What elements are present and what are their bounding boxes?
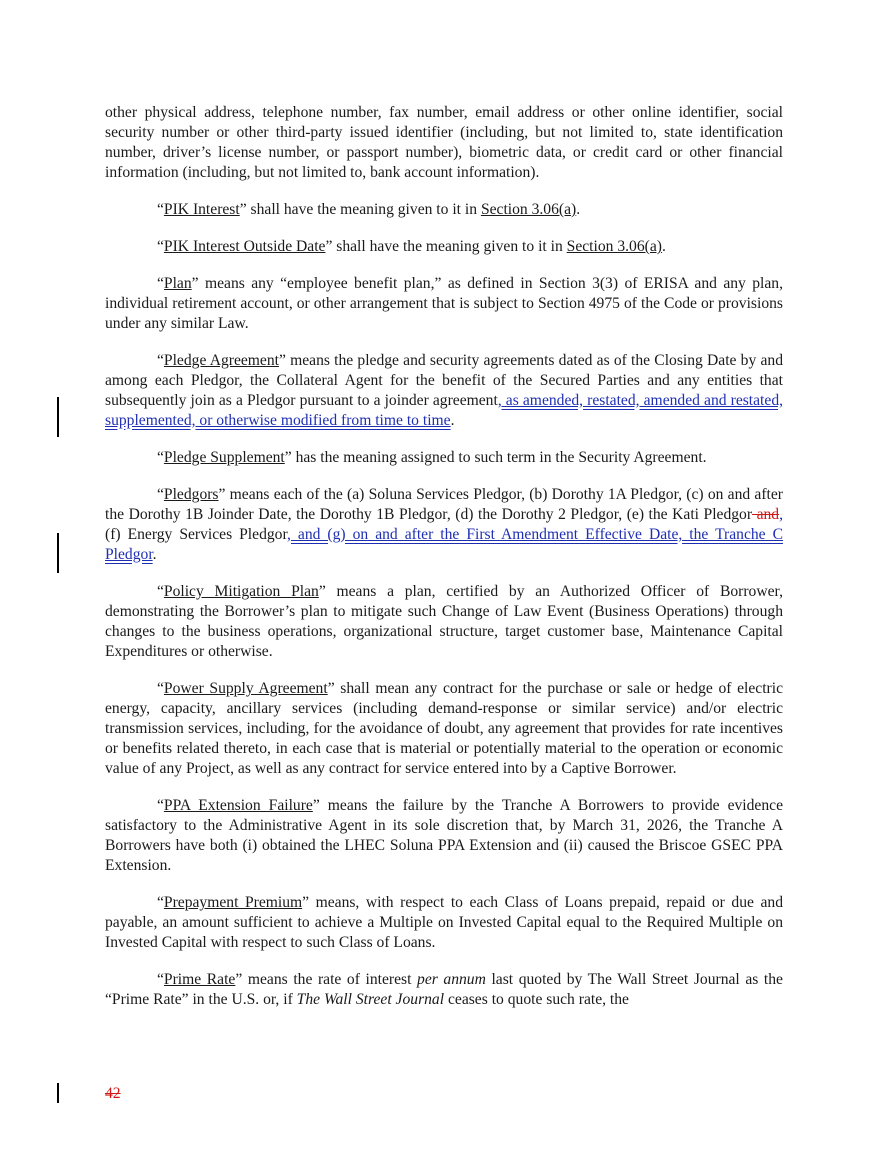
- defined-term: Pledge Supplement: [163, 449, 285, 466]
- page-number: 42: [105, 1085, 121, 1102]
- defined-term: Pledge Agreement: [163, 352, 279, 369]
- defined-term: Prime Rate: [163, 971, 236, 988]
- definition-prepayment-premium: “Prepayment Premium” means, with respect to each Class of Loans prepaid, repaid or due and payable, an amount sufficient to achieve a Multiple on Invested Capital equal to the Required Multiple on Invested Capital with respect to such Class of Loans.: [105, 894, 783, 951]
- defined-term: Power Supply Agreement: [163, 680, 328, 697]
- document-page: [105, 103, 783, 1027]
- defined-term: PIK Interest Outside Date: [163, 238, 326, 255]
- definition-power-supply-agreement: “Power Supply Agreement” shall mean any contract for the purchase or sale or hedge of electric energy, capacity, ancillary services (including demand-response or similar service) and/or electric transmission services, including, for the avoidance of doubt, any agreement that provides for rate incentives or benefits related thereto, in each case that is material or potentially material to the operation or economic value of any Project, as well as any contract for service entered into by a Captive Borrower.: [105, 680, 783, 777]
- defined-term: PIK Interest: [163, 201, 240, 218]
- defined-term: Pledgors: [163, 486, 219, 503]
- defined-term: PPA Extension Failure: [163, 797, 313, 814]
- section-reference: Section 3.06(a): [480, 201, 577, 218]
- definition-prime-rate: “Prime Rate” means the rate of interest per annum last quoted by The Wall Street Journal as the “Prime Rate” in the U.S. or, if The Wall Street Journal ceases to quote such rate, the: [105, 971, 783, 1008]
- change-bar: [57, 533, 59, 573]
- defined-term: Prepayment Premium: [163, 894, 303, 911]
- definition-policy-mitigation-plan: “Policy Mitigation Plan” means a plan, certified by an Authorized Officer of Borrower, demonstrating the Borrower’s plan to mitigate such Change of Law Event (Business Operations) through changes to the business operations, organizational structure, target customer base, Maintenance Capital Expenditures or otherwise.: [105, 583, 783, 660]
- italic-text: per annum: [417, 971, 486, 988]
- definition-pik-interest: “PIK Interest” shall have the meaning given to it in Section 3.06(a).: [157, 201, 581, 218]
- defined-term: Policy Mitigation Plan: [163, 583, 319, 600]
- inserted-text: , as amended, restated, amended and restated, supplemented, or otherwise modified from time to time: [105, 392, 784, 429]
- inserted-text: , and (g) on and after the First Amendment Effective Date, the Tranche C Pledgor: [105, 526, 783, 563]
- change-bar: [57, 1083, 59, 1103]
- paragraph-continuation: other physical address, telephone number, fax number, email address or other online identifier, social security number or other third-party issued identifier (including, but not limited to, state identification number, driver’s license number, or passport number), biometric data, or credit card or other financial information (including, but not limited to, bank account information).: [105, 104, 783, 181]
- section-reference: Section 3.06(a): [566, 238, 662, 255]
- definition-pledgors: “Pledgors” means each of the (a) Soluna Services Pledgor, (b) Dorothy 1A Pledgor, (c) on and after the Dorothy 1B Joinder Date, the Dorothy 1B Pledgor, (d) the Dorothy 2 Pledgor, (e) the Kati Pledgor and, (f) Energy Services Pledgor, and (g) on and after the First Amendment Effective Date, the Tranche C Pledgor.: [105, 486, 784, 563]
- definition-pledge-agreement: “Pledge Agreement” means the pledge and security agreements dated as of the Closing Date by and among each Pledgor, the Collateral Agent for the benefit of the Secured Parties and any entities that subsequently join as a Pledgor pursuant to a joinder agreement, as amended, restated, amended and restated, supplemented, or otherwise modified from time to time.: [105, 352, 784, 429]
- deleted-text: and: [752, 506, 780, 523]
- italic-text: The Wall Street Journal: [296, 991, 445, 1008]
- definition-plan: “Plan” means any “employee benefit plan,” as defined in Section 3(3) of ERISA and any plan, individual retirement account, or other arrangement that is subject to Section 4975 of the Code or provisions under any similar Law.: [105, 275, 783, 332]
- defined-term: Plan: [163, 275, 192, 292]
- definition-pledge-supplement: “Pledge Supplement” has the meaning assigned to such term in the Security Agreement.: [157, 449, 707, 466]
- change-bar: [57, 397, 59, 437]
- definition-pik-interest-outside-date: “PIK Interest Outside Date” shall have the meaning given to it in Section 3.06(a).: [157, 238, 666, 255]
- definition-ppa-extension-failure: “PPA Extension Failure” means the failure by the Tranche A Borrowers to provide evidence satisfactory to the Administrative Agent in its sole discretion that, by March 31, 2026, the Tranche A Borrowers have both (i) obtained the LHEC Soluna PPA Extension and (ii) caused the Briscoe GSEC PPA Extension.: [105, 797, 783, 874]
- inserted-text: ,: [779, 506, 784, 523]
